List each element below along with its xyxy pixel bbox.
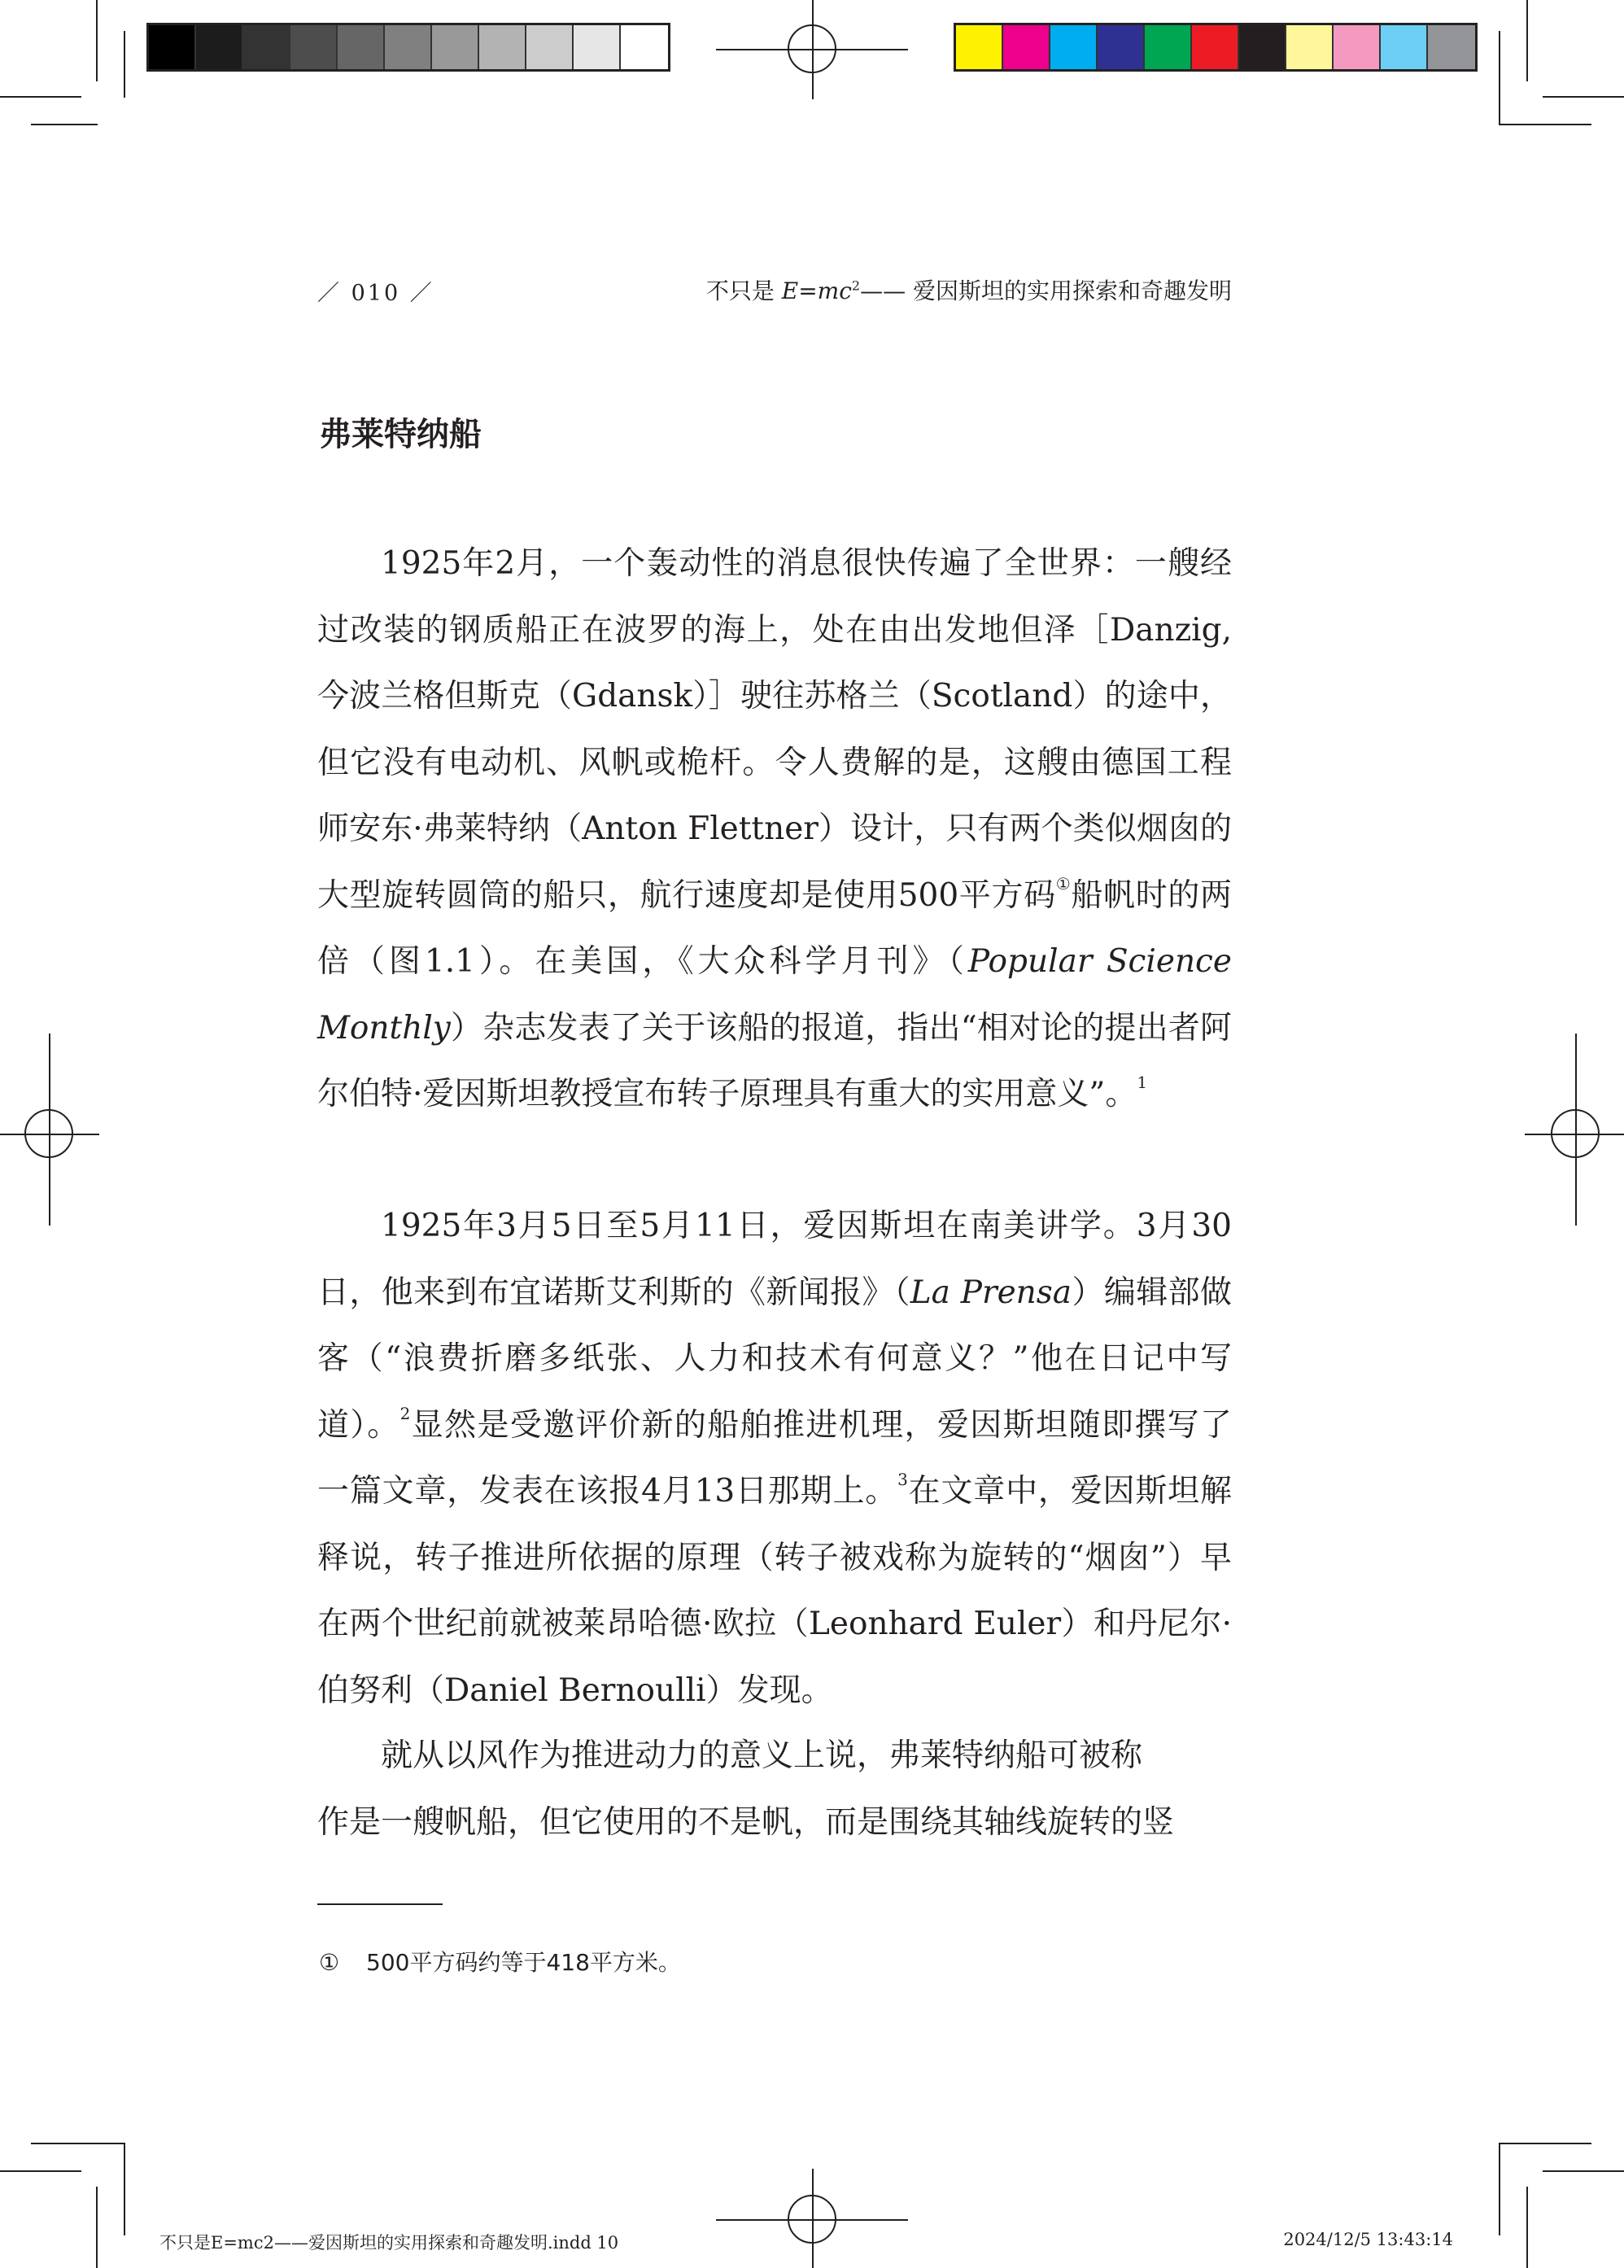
- header-formula: E=mc: [781, 277, 852, 304]
- footnote-text: 500平方码约等于418平方米。: [366, 1949, 681, 1976]
- page-number: ／ 010 ／: [317, 281, 434, 306]
- crop-mark: [31, 2143, 125, 2144]
- footnote-number: ①: [319, 1949, 340, 1976]
- crop-mark: [0, 96, 81, 98]
- paragraph-text: 1925年2月，一个轰动性的消息很快传遍了全世界：一艘经过改装的钢质船正在波罗的海上，处在由出发地但泽［Danzig, 今波兰格但斯克（Gdansk）］驶往苏格兰（Scotland）的途中，但它没有电动机、风帆或桅杆。令人费解的是，这艘由德国工程师安东·弗莱特纳（Anton Flettner）设计，只有两个类似烟囱的大型旋转圆筒的船只，航行速度却是使用500平方码: [317, 545, 1232, 914]
- crop-mark: [1526, 0, 1528, 81]
- grayscale-color-bar: [146, 23, 670, 72]
- crop-mark: [96, 2187, 98, 2268]
- italic-title: La Prensa: [910, 1274, 1072, 1311]
- gray-swatch: [574, 25, 621, 69]
- color-swatch: [1050, 25, 1098, 69]
- paragraph-text: 在文章中，爱因斯坦解释说，转子推进所依据的原理（转子被戏称为旋转的“烟囱”）早在两个世纪前就被莱昂哈德·欧拉（Leonhard Euler）和丹尼尔·伯努利（Daniel Bernoulli）发现。: [317, 1473, 1232, 1709]
- paragraph-1: [317, 531, 1232, 1128]
- crop-mark: [124, 31, 125, 98]
- color-swatch: [1334, 25, 1381, 69]
- paragraph-3: [317, 1723, 1232, 1855]
- header-title-suffix: —— 爱因斯坦的实用探索和奇趣发明: [860, 277, 1232, 304]
- gray-swatch: [243, 25, 290, 69]
- gray-swatch: [432, 25, 479, 69]
- running-header-title: [706, 273, 1232, 306]
- color-swatch: [956, 25, 1003, 69]
- crop-mark: [1499, 2143, 1500, 2235]
- gray-swatch: [338, 25, 385, 69]
- cmyk-color-bar: [954, 23, 1478, 72]
- crop-mark: [1526, 2187, 1528, 2268]
- header-title-prefix: 不只是: [705, 277, 782, 304]
- paragraph-text: 显然是受邀评价新的船舶推进机理，爱因斯坦随即撰写了一篇文章，发表在该报4月13日那期上。: [317, 1406, 1232, 1510]
- gray-swatch: [479, 25, 526, 69]
- gray-swatch: [385, 25, 432, 69]
- color-swatch: [1145, 25, 1192, 69]
- crop-mark: [0, 2170, 81, 2172]
- crop-mark: [1499, 2143, 1591, 2144]
- crop-mark: [1499, 31, 1500, 124]
- gray-swatch: [526, 25, 574, 69]
- gray-swatch: [196, 25, 243, 69]
- color-swatch: [1192, 25, 1239, 69]
- crop-mark: [1499, 124, 1591, 125]
- color-swatch: [1428, 25, 1475, 69]
- color-swatch: [1098, 25, 1145, 69]
- slug-file-name: 不只是E=mc2——爱因斯坦的实用探索和奇趣发明.indd 10: [159, 2233, 619, 2253]
- endnote-reference[interactable]: 3: [897, 1470, 908, 1489]
- paragraph-text: ）杂志发表了关于该船的报道，指出“相对论的提出者阿尔伯特·爱因斯坦教授宣布转子原理具有重大的实用意义”。: [317, 1009, 1232, 1112]
- footnote: [319, 1945, 681, 1977]
- endnote-reference[interactable]: 2: [399, 1403, 411, 1423]
- gray-swatch: [290, 25, 338, 69]
- paragraph-text: ）编辑部做客（“浪费折磨多纸张、人力和技术有何意义？”他在日记中写道）。: [317, 1274, 1232, 1444]
- color-swatch: [1003, 25, 1050, 69]
- gray-swatch: [621, 25, 668, 69]
- paragraph-text: 1925年3月5日至5月11日，爱因斯坦在南美讲学。3月30日，他来到布宜诺斯艾利斯的《新闻报》（: [317, 1208, 1232, 1311]
- crop-mark: [124, 2143, 125, 2235]
- section-title: 弗莱特纳船: [319, 416, 482, 453]
- crop-mark: [1543, 2170, 1624, 2172]
- paragraph-text: 作是一艘帆船，但它使用的不是帆，而是围绕其轴线旋转的竖: [317, 1803, 1175, 1841]
- paragraph-2: [317, 1193, 1232, 1724]
- gray-swatch: [149, 25, 196, 69]
- paragraph-text: 就从以风作为推进动力的意义上说，弗莱特纳船可被称: [381, 1737, 1143, 1774]
- color-swatch: [1381, 25, 1428, 69]
- paragraph-text: 船帆时的两倍（图1.1）。在美国，《大众科学月刊》（: [317, 876, 1232, 980]
- crop-mark: [1543, 96, 1624, 98]
- italic-title: Popular Science Monthly: [317, 943, 1232, 1047]
- color-swatch: [1286, 25, 1334, 69]
- endnote-reference[interactable]: 1: [1137, 1073, 1148, 1092]
- crop-mark: [96, 0, 98, 81]
- footnote-rule: [317, 1903, 443, 1905]
- crop-mark: [31, 124, 98, 125]
- header-formula-exponent: 2: [851, 277, 861, 294]
- color-swatch: [1239, 25, 1286, 69]
- slug-timestamp: 2024/12/5 13:43:14: [1283, 2230, 1453, 2249]
- footnote-marker[interactable]: ①: [1055, 873, 1072, 894]
